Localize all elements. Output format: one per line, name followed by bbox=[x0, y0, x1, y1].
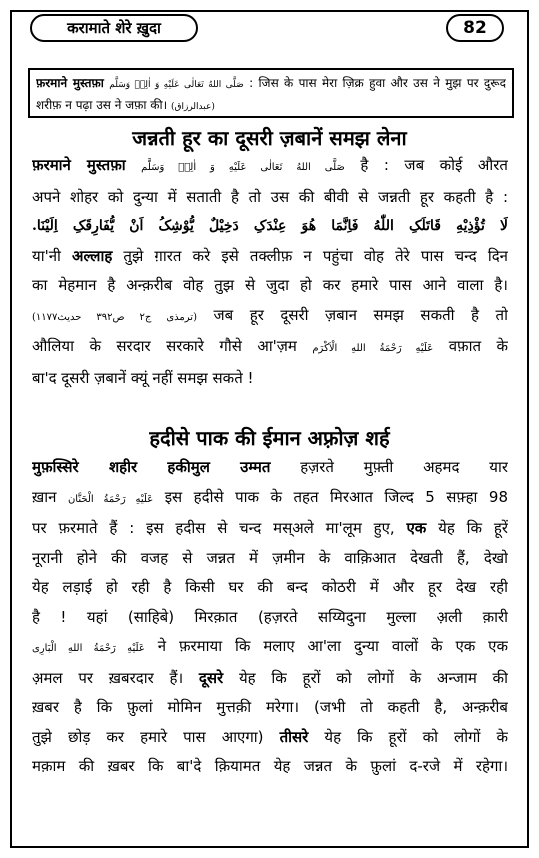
s2-line-7 bbox=[32, 632, 508, 664]
s2-line-10 bbox=[32, 723, 508, 753]
s1-line-8: बा'द दूसरी ज़बानें क्यूं नहीं समझ सकते ! bbox=[32, 368, 254, 387]
s2-l8-bold: दूसरे bbox=[198, 668, 224, 687]
s2-l3-bold: एक bbox=[406, 519, 427, 537]
s1-line4-post: तुझे ग़ारत करे इसे तक्लीफ़ न पहुंचा वोह तेरे पास चन्द दिन bbox=[123, 246, 508, 265]
page-number: 82 bbox=[446, 14, 504, 42]
s1-reference: (ترمذی ج۲ ص۳۹۲ حدیث۱۱۷۷) bbox=[32, 311, 197, 323]
s1-line-2: अपने शोहर को दुन्या में सताती है तो उस की बीवी से जन्नती हूर कहती है : bbox=[32, 187, 508, 206]
book-title: करामाते शेरे ख़ुदा bbox=[30, 14, 198, 42]
s1-line-6 bbox=[32, 301, 508, 333]
s1-salawat: صَلَّی اللهُ تَعَالٰی عَلَیْهِ وَ اٰلِهٖ وَسَلَّم bbox=[141, 162, 345, 173]
hadith-quote-box bbox=[28, 68, 514, 118]
quote-line2-text: शरीफ़ न पढ़ा उस ने जफ़ा की। bbox=[36, 98, 168, 112]
s2-l2-pre: ख़ान bbox=[32, 487, 57, 506]
quote-line-2 bbox=[36, 95, 506, 117]
s2-l10-pre: तुझे छोड़ कर हमारे पास आएगा) bbox=[32, 727, 264, 746]
s2-l7-arabic: عَلَیْهِ رَحْمَةُ اللهِ الْبَارِی bbox=[32, 643, 145, 654]
s2-line-1 bbox=[32, 453, 508, 483]
s2-line-4: नूरानी होने की वजह से जन्नत में ज़मीन के वाक़िआत देखती हैं, देखो bbox=[32, 548, 508, 567]
s1-line-1 bbox=[32, 151, 508, 183]
quote-source: (عبدالرزاق) bbox=[170, 102, 215, 112]
s2-line-6: है ! यहां (साहिबे) मिरक़ात (हज़रते सय्यिदुना मुल्ला अ़ली क़ारी bbox=[32, 607, 508, 626]
s2-line-8 bbox=[32, 664, 508, 694]
s2-l1-bold: मुफ़स्सिरे शहीर हकीमुल उम्मत bbox=[32, 458, 271, 476]
s1-line7-post: वफ़ात के bbox=[448, 337, 508, 355]
page-header bbox=[0, 0, 539, 62]
s1-line-7 bbox=[32, 332, 508, 364]
section2-body bbox=[32, 453, 508, 782]
s1-line6-rest: जब हूर दूसरी ज़बान समझ सकती है तो bbox=[213, 305, 508, 324]
s1-line1-rest: है : जब कोई औरत bbox=[360, 156, 508, 174]
quote-line1-text: : जिस के पास मेरा ज़िक्र हुवा और उस ने मुझ पर दुरूद bbox=[249, 76, 506, 90]
s1-label: फ़रमाने मुस्तफ़ा bbox=[32, 156, 126, 174]
quote-salawat: صَلَّی اللهُ تَعَالٰی عَلَیْهِ وَ اٰلِهٖ وَسَلَّم bbox=[109, 80, 244, 90]
s1-line4-pre: या'नी bbox=[32, 246, 61, 265]
s2-l8-post: येह कि हूरों को लोगों के अन्जाम की bbox=[238, 668, 508, 687]
quote-label: फ़रमाने मुस्तफ़ा bbox=[36, 76, 104, 90]
s2-l2-arabic: عَلَیْهِ رَحْمَةُ الْحَنَّان bbox=[67, 493, 154, 505]
section2-heading: हदीसे पाक की ईमान अफ़्रोज़ शर्ह bbox=[149, 426, 390, 450]
s2-line-9: ख़बर है कि फ़ुलां मोमिन मुत्तक़ी मरेगा। (जभी तो कहती है, अन्क़रीब bbox=[32, 698, 508, 716]
s1-line-5: का मेहमान है अन्क़रीब वोह तुझ से जुदा हो कर हमारे पास आने वाला है। bbox=[32, 276, 508, 294]
s2-line-3 bbox=[32, 514, 508, 544]
section1-body bbox=[32, 151, 508, 393]
quote-line-1 bbox=[36, 73, 506, 95]
s2-l8-pre: अ़मल पर ख़बरदार हैं। bbox=[32, 668, 184, 687]
s2-l1-rest: हज़रते मुफ़्ती अहमद यार bbox=[300, 458, 508, 476]
s2-l10-bold: तीसरे bbox=[279, 727, 309, 746]
s1-line7-pre: औलिया के सरदार सरकारे गौसे आ'ज़म bbox=[32, 337, 297, 355]
s2-l10-post: येह कि हूरों को लोगों के bbox=[324, 727, 508, 746]
s1-line-4 bbox=[32, 242, 508, 272]
section1-heading: जन्नती हूर का दूसरी ज़बानें समझ लेना bbox=[132, 126, 407, 150]
s2-line-5: येह लड़ाई हो रही है किसी घर की बन्द कोठरी में और हूर देख रही bbox=[32, 578, 508, 596]
s2-l3-pre: पर फ़रमाते हैं : इस हदीस से चन्द मस्अले मा'लूम हुए, bbox=[32, 519, 395, 537]
s1-line4-bold: अल्लाह bbox=[72, 246, 113, 265]
s2-l3-post: येह कि हूरें bbox=[438, 519, 508, 537]
s1-arabic-quote: لَا تُؤْذِیْهِ قَاتَلَکِ اللّٰهُ فَاِنَّمَا هُوَ عِنْدَکِ دَخِیْلٌ یُّوْشِکُ اَنْ یُّفَارِقَکِ اِلَیْنَا. bbox=[32, 218, 508, 234]
s2-line-11: मक़ाम की ख़बर कि बा'दे क़ियामत येह जन्नत के फ़ुलां द-रजे में रहेगा। bbox=[32, 757, 508, 775]
s2-l7-rest: ने फ़रमाया कि मलाए आ'ला दुन्या वालों के एक एक bbox=[157, 637, 508, 655]
s1-line7-arabic: عَلَیْهِ رَحْمَةُ اللهِ الْاَکْرَم bbox=[312, 343, 434, 354]
s2-line-2 bbox=[32, 483, 508, 515]
s2-l2-rest: इस हदीसे पाक के तहत मिरआत जिल्द 5 सफ़्हा 98 bbox=[164, 487, 508, 506]
